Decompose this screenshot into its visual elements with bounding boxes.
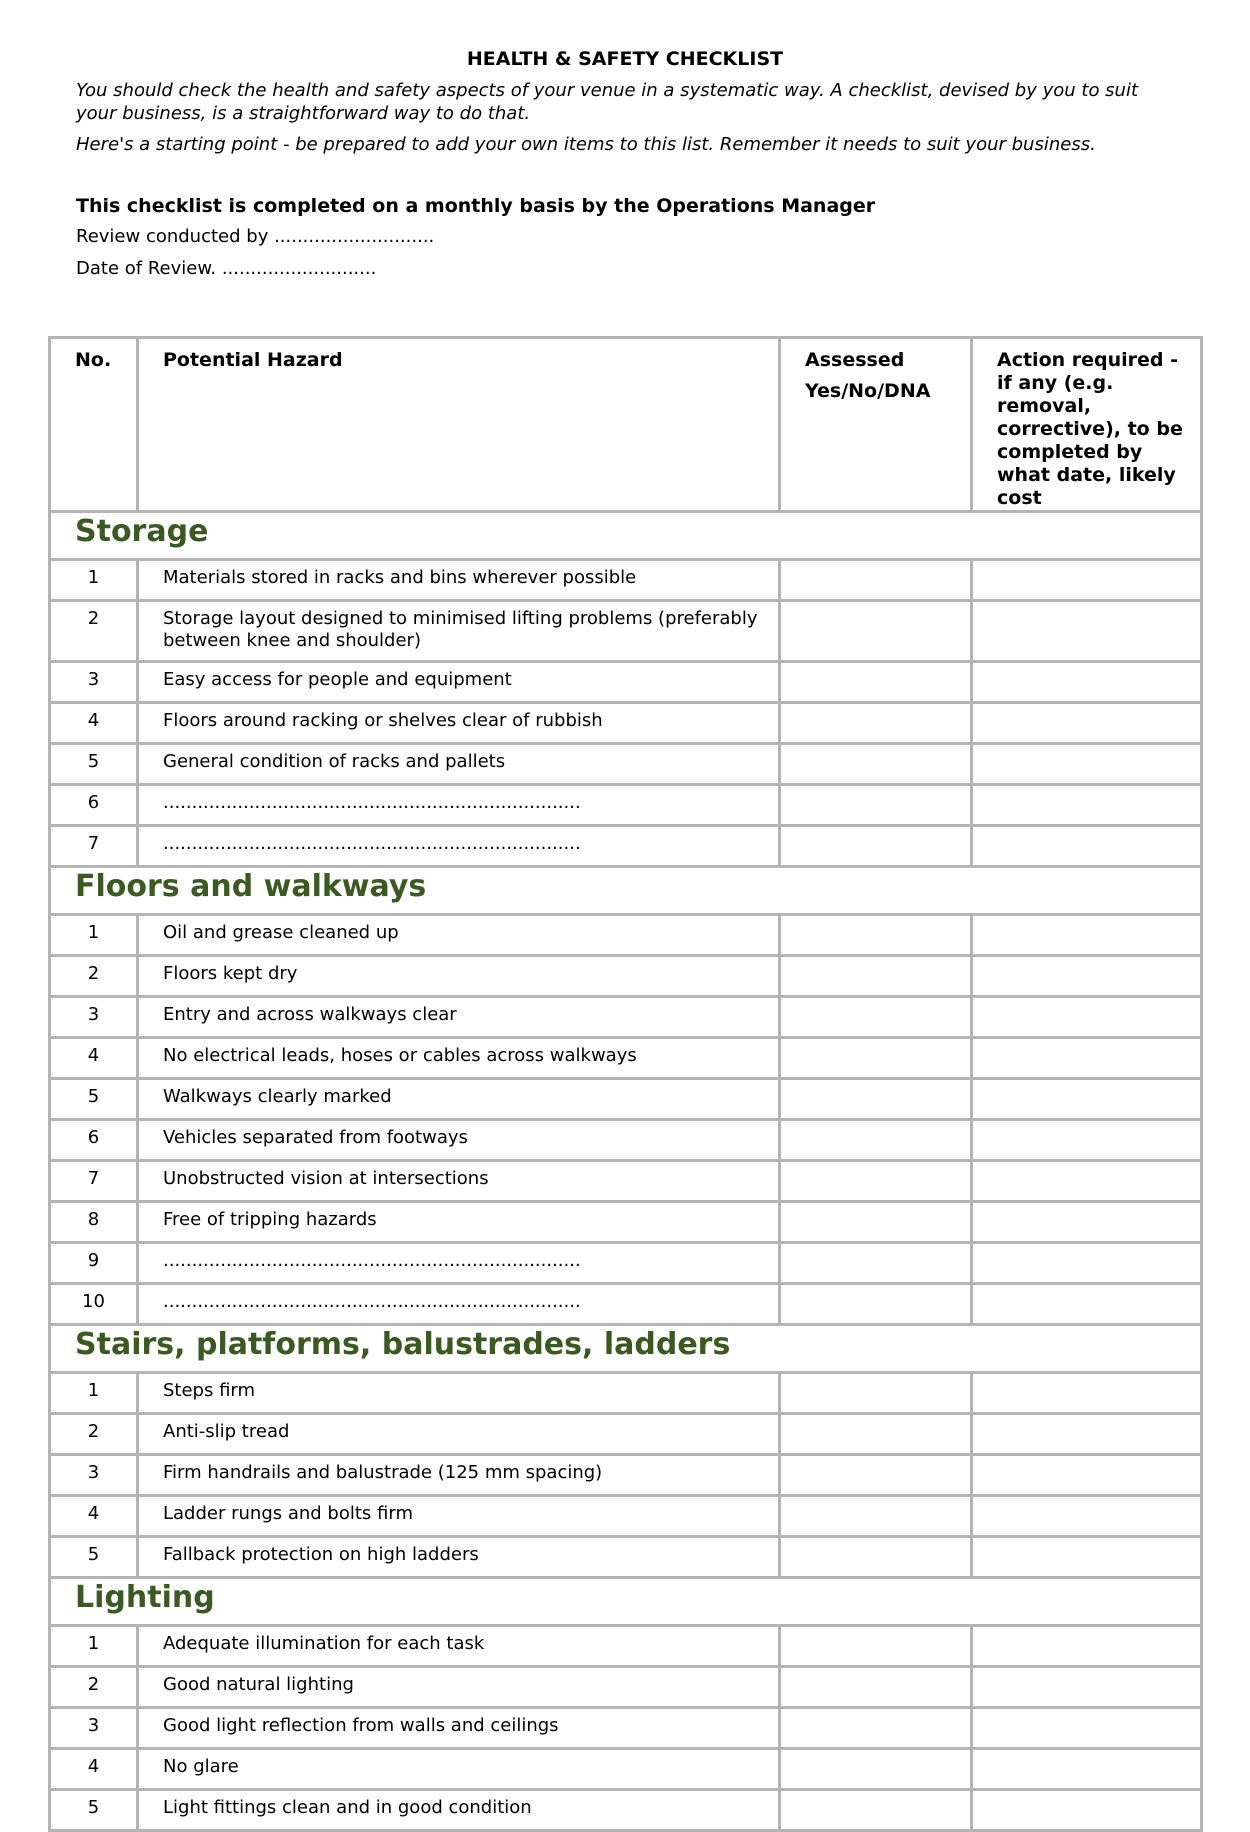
item-number: 2 bbox=[50, 1667, 138, 1708]
reviewer-field[interactable]: Review conducted by ............................ bbox=[76, 226, 435, 247]
assessed-cell[interactable] bbox=[780, 997, 972, 1038]
item-number: 6 bbox=[50, 785, 138, 826]
assessed-cell[interactable] bbox=[780, 1373, 972, 1414]
hazard-description: Fallback protection on high ladders bbox=[138, 1537, 780, 1578]
action-required-cell[interactable] bbox=[972, 1079, 1202, 1120]
hazard-description: Ladder rungs and bolts firm bbox=[138, 1496, 780, 1537]
hazard-description: ......................................................................... bbox=[138, 1284, 780, 1325]
item-number: 3 bbox=[50, 662, 138, 703]
table-row bbox=[50, 1038, 1202, 1079]
document-title: HEALTH & SAFETY CHECKLIST bbox=[466, 48, 784, 70]
section-header-row bbox=[50, 1325, 1202, 1373]
table-row bbox=[50, 826, 1202, 867]
hazard-description: Good light reflection from walls and ceilings bbox=[138, 1708, 780, 1749]
table-row bbox=[50, 1079, 1202, 1120]
section-header-row bbox=[50, 1578, 1202, 1626]
item-number: 4 bbox=[50, 1749, 138, 1790]
assessed-cell[interactable] bbox=[780, 785, 972, 826]
action-required-cell[interactable] bbox=[972, 1202, 1202, 1243]
table-row bbox=[50, 1626, 1202, 1667]
assessed-cell[interactable] bbox=[780, 1667, 972, 1708]
table-row bbox=[50, 785, 1202, 826]
intro-paragraph-2: Here's a starting point - be prepared to add your own items to this list. Remember it needs to suit your business. bbox=[76, 134, 1096, 155]
assessed-cell[interactable] bbox=[780, 1708, 972, 1749]
table-row bbox=[50, 703, 1202, 744]
hazard-description: Oil and grease cleaned up bbox=[138, 915, 780, 956]
item-number: 6 bbox=[50, 1120, 138, 1161]
action-required-cell[interactable] bbox=[972, 956, 1202, 997]
item-number: 4 bbox=[50, 1038, 138, 1079]
table-row bbox=[50, 915, 1202, 956]
table-row bbox=[50, 560, 1202, 601]
hazard-description: No glare bbox=[138, 1749, 780, 1790]
table-row bbox=[50, 1373, 1202, 1414]
table-row bbox=[50, 1708, 1202, 1749]
item-number: 2 bbox=[50, 956, 138, 997]
item-number: 5 bbox=[50, 744, 138, 785]
hazard-description: Storage layout designed to minimised lifting problems (preferably between knee and shoulder) bbox=[138, 601, 780, 662]
action-required-cell[interactable] bbox=[972, 1038, 1202, 1079]
action-required-cell[interactable] bbox=[972, 1790, 1202, 1831]
item-number: 9 bbox=[50, 1243, 138, 1284]
header-assessed-options: Yes/No/DNA bbox=[805, 380, 931, 402]
item-number: 3 bbox=[50, 1455, 138, 1496]
assessed-cell[interactable] bbox=[780, 956, 972, 997]
assessed-cell[interactable] bbox=[780, 915, 972, 956]
header-hazard bbox=[138, 338, 780, 512]
table-row bbox=[50, 1667, 1202, 1708]
header-no bbox=[50, 338, 138, 512]
section-title: Lighting bbox=[50, 1578, 1202, 1626]
table-row bbox=[50, 1414, 1202, 1455]
table-row bbox=[50, 956, 1202, 997]
assessed-cell[interactable] bbox=[780, 1038, 972, 1079]
table-row bbox=[50, 744, 1202, 785]
table-row bbox=[50, 997, 1202, 1038]
hazard-description: ......................................................................... bbox=[138, 826, 780, 867]
action-required-cell[interactable] bbox=[972, 1708, 1202, 1749]
table-row bbox=[50, 1749, 1202, 1790]
hazard-description: Entry and across walkways clear bbox=[138, 997, 780, 1038]
checklist-table-body bbox=[50, 338, 1202, 1831]
item-number: 4 bbox=[50, 1496, 138, 1537]
action-required-cell[interactable] bbox=[972, 1373, 1202, 1414]
assessed-cell[interactable] bbox=[780, 1202, 972, 1243]
table-row bbox=[50, 1161, 1202, 1202]
hazard-description: Walkways clearly marked bbox=[138, 1079, 780, 1120]
item-number: 3 bbox=[50, 997, 138, 1038]
item-number: 5 bbox=[50, 1537, 138, 1578]
assessed-cell[interactable] bbox=[780, 1243, 972, 1284]
action-required-cell[interactable] bbox=[972, 826, 1202, 867]
item-number: 4 bbox=[50, 703, 138, 744]
section-title: Stairs, platforms, balustrades, ladders bbox=[50, 1325, 1202, 1373]
hazard-description: No electrical leads, hoses or cables across walkways bbox=[138, 1038, 780, 1079]
table-row bbox=[50, 1537, 1202, 1578]
section-title: Floors and walkways bbox=[50, 867, 1202, 915]
assessed-cell[interactable] bbox=[780, 601, 972, 662]
item-number: 7 bbox=[50, 826, 138, 867]
table-row bbox=[50, 662, 1202, 703]
hazard-description: Steps firm bbox=[138, 1373, 780, 1414]
assessed-cell[interactable] bbox=[780, 1161, 972, 1202]
table-row bbox=[50, 1790, 1202, 1831]
action-required-cell[interactable] bbox=[972, 1120, 1202, 1161]
header-no-label: No. bbox=[75, 349, 112, 371]
assessed-cell[interactable] bbox=[780, 1079, 972, 1120]
assessed-cell[interactable] bbox=[780, 744, 972, 785]
section-header-row bbox=[50, 867, 1202, 915]
table-row bbox=[50, 1284, 1202, 1325]
hazard-description: Anti-slip tread bbox=[138, 1414, 780, 1455]
assessed-cell[interactable] bbox=[780, 826, 972, 867]
table-row bbox=[50, 1496, 1202, 1537]
item-number: 1 bbox=[50, 915, 138, 956]
assessed-cell[interactable] bbox=[780, 1120, 972, 1161]
assessed-cell[interactable] bbox=[780, 703, 972, 744]
table-row bbox=[50, 1120, 1202, 1161]
item-number: 10 bbox=[50, 1284, 138, 1325]
hazard-description: ......................................................................... bbox=[138, 785, 780, 826]
header-assessed bbox=[780, 338, 972, 512]
hazard-description: General condition of racks and pallets bbox=[138, 744, 780, 785]
action-required-cell[interactable] bbox=[972, 785, 1202, 826]
hazard-description: Easy access for people and equipment bbox=[138, 662, 780, 703]
header-action bbox=[972, 338, 1202, 512]
assessed-cell[interactable] bbox=[780, 560, 972, 601]
action-required-cell[interactable] bbox=[972, 1496, 1202, 1537]
assessed-cell[interactable] bbox=[780, 1749, 972, 1790]
item-number: 1 bbox=[50, 1373, 138, 1414]
hazard-description: Light fittings clean and in good condition bbox=[138, 1790, 780, 1831]
action-required-cell[interactable] bbox=[972, 560, 1202, 601]
action-required-cell[interactable] bbox=[972, 744, 1202, 785]
hazard-description: Free of tripping hazards bbox=[138, 1202, 780, 1243]
hazard-description: Floors kept dry bbox=[138, 956, 780, 997]
hazard-description: Firm handrails and balustrade (125 mm spacing) bbox=[138, 1455, 780, 1496]
assessed-cell[interactable] bbox=[780, 1537, 972, 1578]
action-required-cell[interactable] bbox=[972, 1414, 1202, 1455]
table-row bbox=[50, 1202, 1202, 1243]
item-number: 8 bbox=[50, 1202, 138, 1243]
action-required-cell[interactable] bbox=[972, 1749, 1202, 1790]
hazard-description: Unobstructed vision at intersections bbox=[138, 1161, 780, 1202]
action-required-cell[interactable] bbox=[972, 1667, 1202, 1708]
table-row bbox=[50, 1243, 1202, 1284]
hazard-description: Floors around racking or shelves clear of rubbish bbox=[138, 703, 780, 744]
action-required-cell[interactable] bbox=[972, 601, 1202, 662]
hazard-description: Vehicles separated from footways bbox=[138, 1120, 780, 1161]
table-row bbox=[50, 601, 1202, 662]
table-header-row bbox=[50, 338, 1202, 512]
action-required-cell[interactable] bbox=[972, 662, 1202, 703]
checklist-table bbox=[48, 336, 1203, 1832]
item-number: 3 bbox=[50, 1708, 138, 1749]
assessed-cell[interactable] bbox=[780, 1284, 972, 1325]
action-required-cell[interactable] bbox=[972, 1537, 1202, 1578]
assessed-cell[interactable] bbox=[780, 1455, 972, 1496]
section-title: Storage bbox=[50, 512, 1202, 560]
hazard-description: Materials stored in racks and bins wherever possible bbox=[138, 560, 780, 601]
item-number: 2 bbox=[50, 1414, 138, 1455]
hazard-description: Adequate illumination for each task bbox=[138, 1626, 780, 1667]
header-assessed-label: Assessed bbox=[805, 349, 905, 371]
header-hazard-label: Potential Hazard bbox=[163, 349, 343, 371]
intro-paragraph-1: You should check the health and safety aspects of your venue in a systematic way. A checklist, devised by you to suit your business, is a straightforward way to do that. bbox=[76, 80, 1139, 124]
assessed-cell[interactable] bbox=[780, 1626, 972, 1667]
action-required-cell[interactable] bbox=[972, 1161, 1202, 1202]
hazard-description: ......................................................................... bbox=[138, 1243, 780, 1284]
item-number: 2 bbox=[50, 601, 138, 662]
assessed-cell[interactable] bbox=[780, 1790, 972, 1831]
header-action-label: Action required - if any (e.g. removal, corrective), to be completed by what date, likely cost bbox=[997, 349, 1183, 509]
hazard-description: Good natural lighting bbox=[138, 1667, 780, 1708]
completion-note: This checklist is completed on a monthly basis by the Operations Manager bbox=[76, 195, 876, 217]
action-required-cell[interactable] bbox=[972, 1455, 1202, 1496]
assessed-cell[interactable] bbox=[780, 1496, 972, 1537]
item-number: 5 bbox=[50, 1790, 138, 1831]
review-date-field[interactable]: Date of Review. ........................... bbox=[76, 258, 377, 279]
action-required-cell[interactable] bbox=[972, 703, 1202, 744]
section-header-row bbox=[50, 512, 1202, 560]
action-required-cell[interactable] bbox=[972, 1243, 1202, 1284]
assessed-cell[interactable] bbox=[780, 662, 972, 703]
action-required-cell[interactable] bbox=[972, 997, 1202, 1038]
assessed-cell[interactable] bbox=[780, 1414, 972, 1455]
action-required-cell[interactable] bbox=[972, 915, 1202, 956]
item-number: 5 bbox=[50, 1079, 138, 1120]
table-row bbox=[50, 1455, 1202, 1496]
action-required-cell[interactable] bbox=[972, 1284, 1202, 1325]
item-number: 1 bbox=[50, 560, 138, 601]
action-required-cell[interactable] bbox=[972, 1626, 1202, 1667]
item-number: 7 bbox=[50, 1161, 138, 1202]
item-number: 1 bbox=[50, 1626, 138, 1667]
